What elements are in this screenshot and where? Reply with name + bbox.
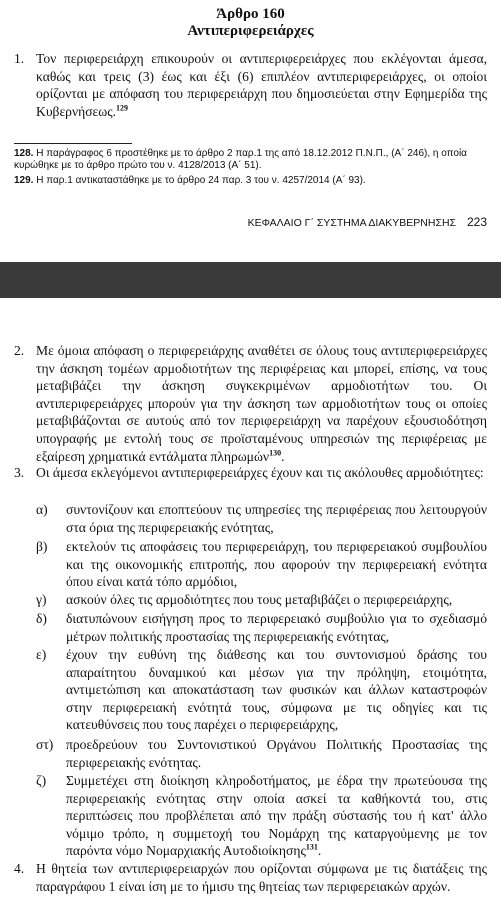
footnote-ref-131[interactable]: 131	[305, 842, 318, 852]
paragraph-4-number: 4.	[14, 861, 25, 876]
article-subtitle: Αντιπεριφερειάρχες	[187, 23, 314, 39]
paragraph-3: Οι άμεσα εκλεγόμενοι αντιπεριφερειάρχες έχουν και τις ακόλουθες αρμοδιότητες:	[36, 465, 484, 480]
footnote-ref-129[interactable]: 129	[115, 103, 128, 113]
page-footer	[248, 215, 487, 229]
footer-chapter: ΚΕΦΑΛΑΙΟ Γ΄ ΣΥΣΤΗΜΑ ΔΙΑΚΥΒΕΡΝΗΣΗΣ	[247, 217, 457, 229]
page-separator	[0, 262, 501, 298]
article-title: Άρθρο 160 Αντιπεριφερειάρχες	[0, 6, 501, 40]
paragraph-2-number: 2.	[14, 343, 25, 358]
page-number: 223	[466, 215, 487, 229]
footnote-divider	[14, 143, 132, 144]
paragraph-4: Η θητεία των αντιπεριφερειαρχών που ορίζονται σύμφωνα με τις διατάξεις της παραγράφου 1 είναι ίση με το ήμισυ της θητείας των περιφερειακών αρχών.	[36, 861, 487, 894]
footnote-ref-130[interactable]: 130	[269, 448, 282, 458]
paragraph-3-number: 3.	[14, 465, 25, 480]
footnote-129: 129. Η παρ.1 αντικαταστάθηκε με το άρθρο 24 παρ. 3 του ν. 4257/2014 (Α΄ 93).	[14, 175, 366, 186]
paragraph-1: Τον περιφερειάρχη επικουρούν οι αντιπεριφερειάρχες που εκλέγονται άμεσα, καθώς και τρεις (3) έως και έξι (6) επιπλέον αντιπεριφερειάρχες, οι οποίοι ορίζονται με απόφαση του περιφερειάρχη που δημοσιεύεται στην Εφημερίδα της Κυβερνήσεως.$^{129}$	[36, 51, 487, 119]
paragraph-2: Με όμοια απόφαση ο περιφερειάρχης αναθέτει σε όλους τους αντιπεριφερειάρχες την άσκηση τομέων αρμοδιοτήτων της περιφέρειας και μπορεί, επίσης, να τους μεταβιβάζει την άσκηση συγκεκριμένων αρμοδιοτήτων του. Οι αντιπεριφερειάρχες μπορούν για την άσκηση των αρμοδιοτήτων τους οι οποίες μεταβιβάζονται σε αυτούς από τον περιφερειάρχη να παρέχουν εξουσιοδότηση υπογραφής με εντολή τους σε προϊσταμένους υπηρεσιών της περιφέρειας με εξαίρεση χρηματικά εντάλματα πληρωμών$^{130}$.	[36, 343, 487, 464]
page-223	[0, 0, 501, 262]
page-224: 2. Με όμοια απόφαση ο περιφερειάρχης αναθέτει σε όλους τους αντιπεριφερειάρχες την άσκηση τομέων αρμοδιοτήτων της περιφέρειας και μπορεί, επίσης, να τους μεταβιβάζει την άσκηση συγκεκριμένων αρμοδιοτήτων του. Οι αντιπεριφερειάρχες μπορούν για την άσκηση των αρμοδιοτήτων τους οι οποίες μεταβιβάζονται σε αυτούς από τον περιφερειάρχη να παρέχουν εξουσιοδότηση υπογραφής με εντολή τους σε προϊσταμένους υπηρεσιών της περιφέρειας με εξαίρεση χρηματικά εντάλματα πληρωμών$^{130}$. 3. Οι άμεσα εκλεγόμενοι αντιπεριφερειάρχες έχουν και τις ακόλουθες αρμοδιότητες: α) συντονίζουν και εποπτεύουν τις υπηρεσίες της περιφέρειας που λειτουργούν στα όρια της περιφερειακής ενότητας, β) εκτελούν τις αποφάσεις του περιφερειάρχη, του περιφερειακού συμβουλίου και της οικονομικής επιτροπής, που αφορούν την περιφερειακή ενότητα όπου είναι κατά τόπο αρμόδιοι, γ) ασκούν όλες τις αρμοδιότητες που τους μεταβιβάζει ο περιφερειάρχης, δ) διατυπώνουν εισήγηση προς το περιφερειακό συμβούλιο για το σχεδιασμό μέτρων πολιτικής προστασίας της περιφερειακής ενότητας, ε) έχουν την ευθύνη της διάθεσης και του συντονισμού δράσης του απαραίτητου δυναμικού και μέσων για την πρόληψη, ετοιμότητα, αντιμετώπιση και αποκατάσταση των φυσικών και άλλων καταστροφών στην περιφερειακή ενότητά τους, σύμφωνα με τις οδηγίες και τις κατευθύνσεις που τους παρέχει ο περιφερειάρχης, στ) προεδρεύουν του Συντονιστικού Οργάνου Πολιτικής Προστασίας της περιφερειακής ενότητας. ζ) Συμμετέχει στη διοίκηση κληροδοτήματος, με έδρα την πρωτεύουσα της περιφερειακής ενότητας στην οποία ασκεί τα καθήκοντά του, στις περιπτώσεις που προβλέπεται από την πράξη σύστασής του ή κατ' άλλο νόμιμο τρόπο, η συμμετοχή του Νομάρχη της καταργούμενης με τον παρόντα νόμο Νομαρχιακής Αυτοδιοίκησης$^{131}$. 4. Η θητεία των αντιπεριφερειαρχών που ορίζονται σύμφωνα με τις διατάξεις της παραγράφου 1 είναι ίση με το ήμισυ της θητείας των περιφερειακών αρχών.	[0, 298, 501, 916]
footnote-128: 128. Η παράγραφος 6 προστέθηκε με το άρθρο 2 παρ.1 της από 18.12.2012 Π.Ν.Π., (Α΄ 246), η οποία κυρώθηκε με το άρθρο πρώτο του ν. 4128/2013 (Α΄ 51).	[14, 148, 467, 172]
paragraph-1-number: 1.	[14, 51, 25, 66]
